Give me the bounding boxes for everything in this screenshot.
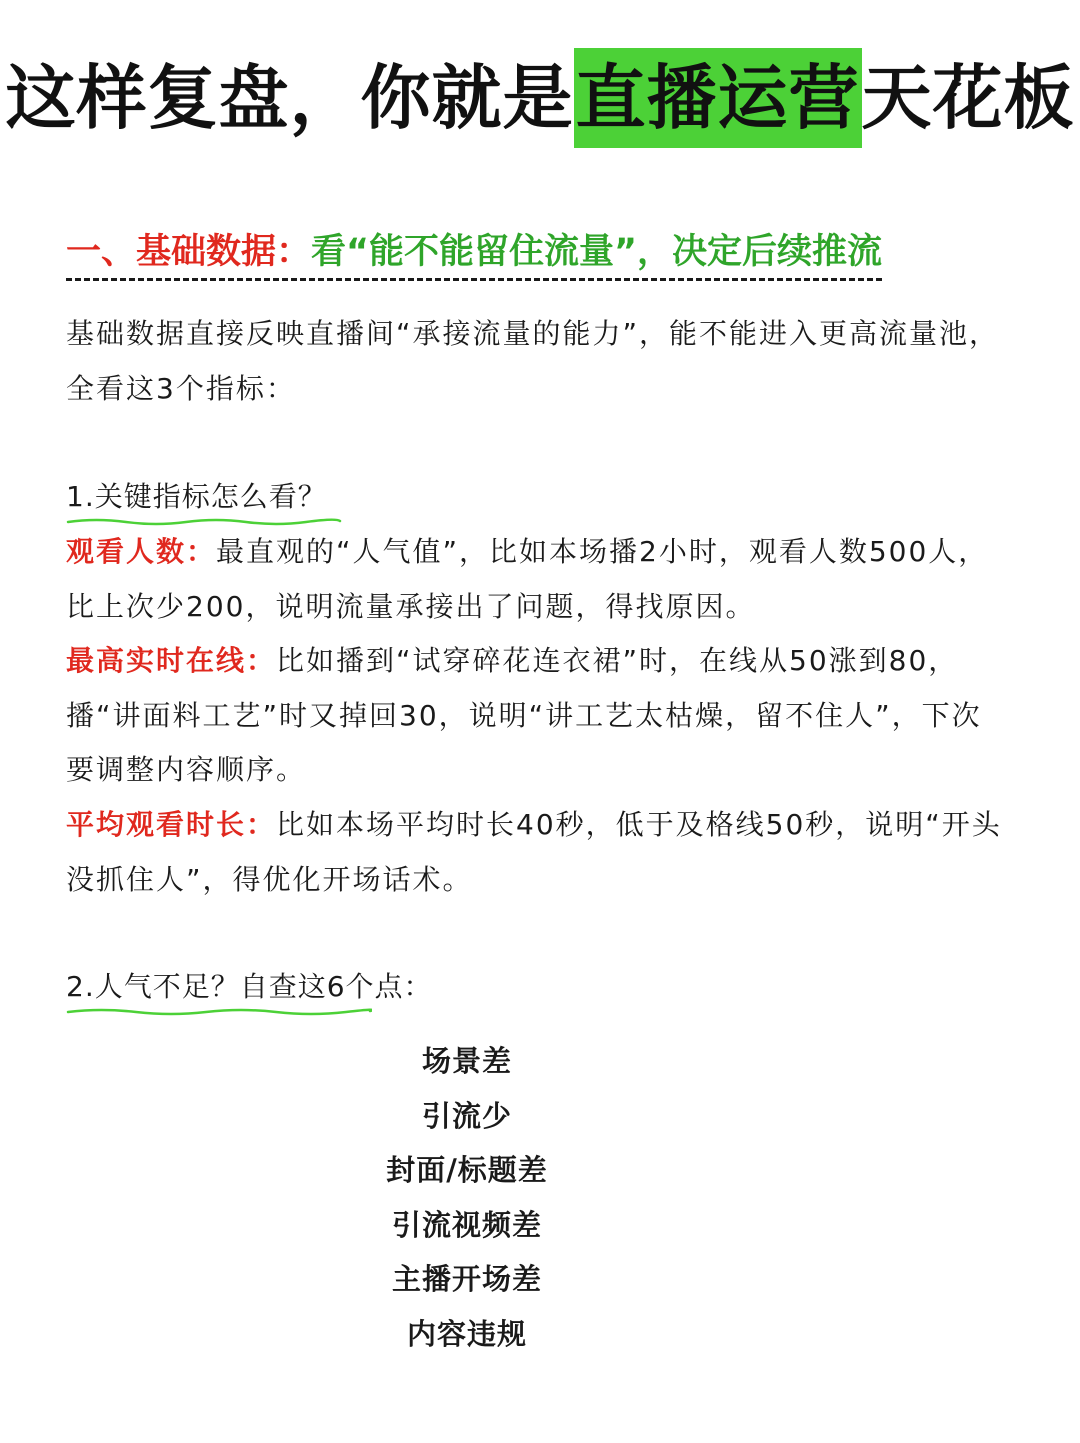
title-text: 这样复盘，你就是	[5, 57, 574, 139]
subheading-checklist-text: 2.人气不足？自查这6个点：	[66, 970, 433, 1003]
subheading-key-metrics-text: 1.关键指标怎么看？	[66, 480, 327, 513]
intro-paragraph: 基础数据直接反映直播间“承接流量的能力”，能不能进入更高流量池，全看这3个指标：	[66, 317, 1000, 405]
section-heading-text: 看“能不能留住流量”，决定后续推流	[311, 232, 883, 272]
metric-peak-online-text: 比如播到“试穿碎花连衣裙”时，在线从50涨到80，播“讲面料工艺”时又掉回30，说明“讲工艺太枯燥，留不住人”，下次要调整内容顺序。	[66, 644, 982, 786]
metric-peak-online-label: 最高实时在线：	[66, 644, 277, 677]
title-highlight: 直播运营	[574, 48, 862, 148]
list-item: 内容违规	[406, 1316, 527, 1351]
wavy-underline	[66, 1006, 372, 1018]
list-item: 场景差	[421, 1044, 512, 1078]
list-item: 引流少	[421, 1098, 512, 1133]
section-heading-prefix: 一、基础数据：	[66, 232, 312, 272]
page-title	[0, 48, 1080, 148]
title-text-end: 天花板	[861, 57, 1075, 139]
metric-avg-watch-time	[66, 798, 1006, 907]
metric-viewers	[66, 525, 1006, 634]
metric-peak-online	[66, 634, 1006, 798]
list-item: 封面/标题差	[386, 1153, 548, 1188]
metric-avg-watch-time-label: 平均观看时长：	[66, 808, 277, 841]
metric-viewers-text: 最直观的“人气值”，比如本场播2小时，观看人数500人，比上次少200，说明流量承接出了问题，得找原因。	[66, 535, 989, 623]
metric-viewers-label: 观看人数：	[66, 535, 217, 568]
metric-avg-watch-time-text: 比如本场平均时长40秒，低于及格线50秒，说明“开头没抓住人”，得优化开场话术。	[66, 808, 1002, 896]
list-item: 主播开场差	[391, 1262, 542, 1297]
subheading-key-metrics	[66, 472, 327, 522]
subheading-checklist	[66, 962, 433, 1012]
checklist	[0, 1034, 934, 1362]
section-heading	[66, 226, 882, 281]
list-item: 引流视频差	[391, 1207, 542, 1242]
